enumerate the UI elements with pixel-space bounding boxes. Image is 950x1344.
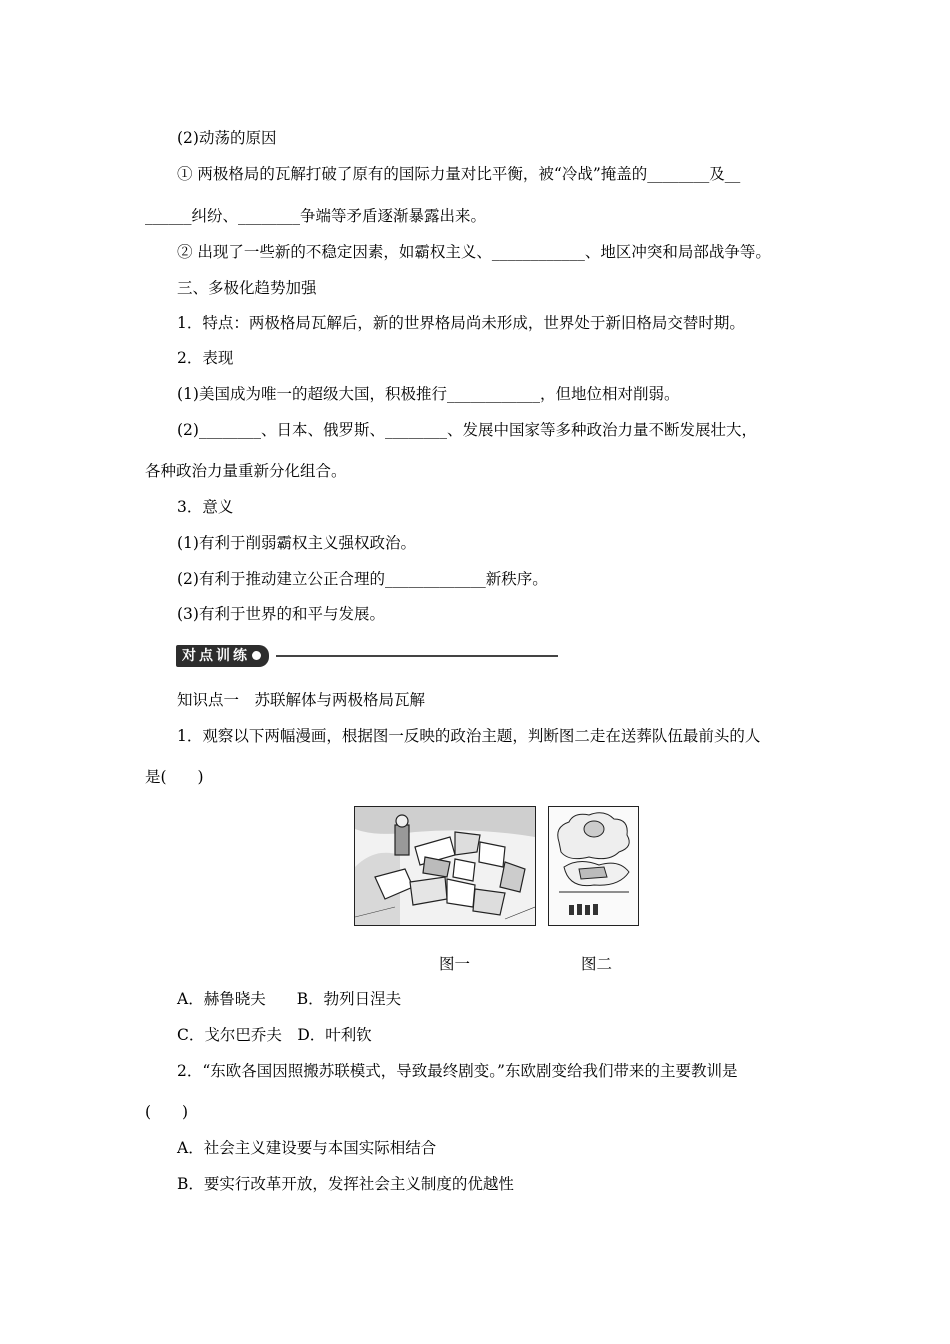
question-2-stem: 2．“东欧各国因照搬苏联模式，导致最终剧变。”东欧剧变给我们带来的主要教训是: [177, 1062, 738, 1080]
subheading-manifestation: 2．表现: [177, 349, 234, 367]
text-cause-1-cont: ______纠纷、________争端等矛盾逐渐暴露出来。: [145, 207, 487, 225]
text-cause-2: ② 出现了一些新的不稳定因素，如霸权主义、____________、地区冲突和局部战争等。: [177, 243, 771, 261]
question-2-option-b: B．要实行改革开放，发挥社会主义制度的优越性: [177, 1175, 514, 1193]
question-1-stem: 1．观察以下两幅漫画，根据图一反映的政治主题，判断图二走在送葬队伍最前头的人: [177, 727, 761, 745]
cartoon-image-2: [548, 806, 639, 926]
text-significance-3: (3)有利于世界的和平与发展。: [177, 605, 385, 623]
knowledge-point-title: 知识点一 苏联解体与两极格局瓦解: [177, 691, 426, 709]
text-manifestation-2: (2)________、日本、俄罗斯、________、发展中国家等多种政治力量不断发展壮大，: [177, 421, 757, 439]
figure-caption-1: 图一: [439, 955, 471, 973]
question-1-stem-cont: 是( ): [145, 768, 204, 786]
cartoon-image-1: [354, 806, 536, 926]
question-2-stem-cont: ( ): [145, 1103, 189, 1121]
dot-icon: [252, 651, 261, 660]
question-1-options-ab: A．赫鲁晓夫 B．勃列日涅夫: [177, 990, 402, 1008]
text-significance-1: (1)有利于削弱霸权主义强权政治。: [177, 534, 416, 552]
subheading-significance: 3．意义: [177, 498, 234, 516]
text-manifestation-2-cont: 各种政治力量重新分化组合。: [145, 462, 347, 480]
text-feature: 1．特点：两极格局瓦解后，新的世界格局尚未形成，世界处于新旧格局交替时期。: [177, 314, 745, 332]
badge-label: 对点训练: [176, 645, 269, 667]
text-significance-2: (2)有利于推动建立公正合理的_____________新秩序。: [177, 570, 548, 588]
text-cause-1: ① 两极格局的瓦解打破了原有的国际力量对比平衡，被“冷战”掩盖的________及__: [177, 165, 741, 183]
badge-rule: [276, 655, 558, 657]
section-heading-multipolar: 三、多极化趋势加强: [177, 279, 317, 297]
text-manifestation-1: (1)美国成为唯一的超级大国，积极推行____________，但地位相对削弱。: [177, 385, 680, 403]
figure-caption-2: 图二: [581, 955, 613, 973]
subheading-causes: (2)动荡的原因: [177, 129, 277, 147]
question-1-options-cd: C．戈尔巴乔夫 D．叶利钦: [177, 1026, 372, 1044]
section-badge: [176, 645, 558, 667]
question-2-option-a: A．社会主义建设要与本国实际相结合: [177, 1139, 437, 1157]
